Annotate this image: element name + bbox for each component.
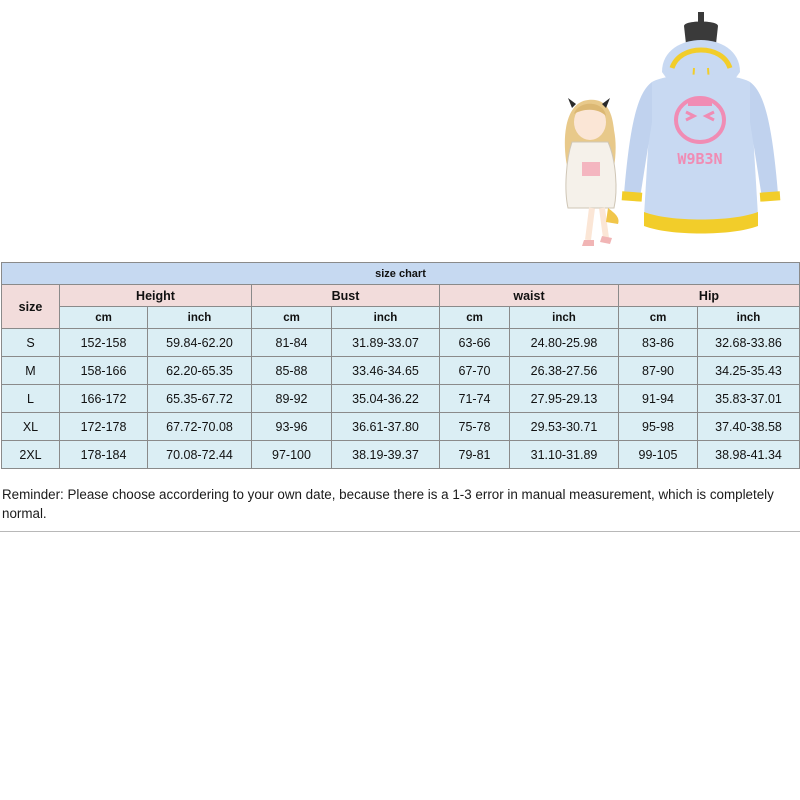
table-row (2, 413, 800, 441)
size-label-cell: L (2, 385, 60, 413)
measurement-cell: 99-105 (619, 441, 698, 469)
group-header-bust: Bust (252, 285, 440, 307)
measurement-cell: 34.25-35.43 (698, 357, 800, 385)
size-rows (2, 329, 800, 469)
unit-header: cm (252, 307, 332, 329)
measurement-cell: 71-74 (440, 385, 510, 413)
measurement-cell: 91-94 (619, 385, 698, 413)
measurement-cell: 65.35-67.72 (148, 385, 252, 413)
measurement-cell: 97-100 (252, 441, 332, 469)
measurement-cell: 36.61-37.80 (332, 413, 440, 441)
measurement-cell: 33.46-34.65 (332, 357, 440, 385)
size-label-cell: M (2, 357, 60, 385)
measurement-cell: 38.98-41.34 (698, 441, 800, 469)
group-header-hip: Hip (619, 285, 800, 307)
measurement-cell: 178-184 (60, 441, 148, 469)
table-row (2, 441, 800, 469)
unit-header: inch (148, 307, 252, 329)
hoodie-product-image (612, 12, 790, 250)
unit-header: cm (440, 307, 510, 329)
group-header-waist: waist (440, 285, 619, 307)
table-row (2, 329, 800, 357)
unit-header: cm (60, 307, 148, 329)
unit-header: inch (510, 307, 619, 329)
measurement-cell: 152-158 (60, 329, 148, 357)
measurement-cell: 24.80-25.98 (510, 329, 619, 357)
measurement-cell: 70.08-72.44 (148, 441, 252, 469)
measurement-cell: 35.04-36.22 (332, 385, 440, 413)
measurement-cell: 93-96 (252, 413, 332, 441)
measurement-cell: 37.40-38.58 (698, 413, 800, 441)
unit-header: inch (698, 307, 800, 329)
size-chart-table (1, 262, 800, 469)
measurement-cell: 26.38-27.56 (510, 357, 619, 385)
measurement-cell: 38.19-39.37 (332, 441, 440, 469)
measurement-cell: 31.10-31.89 (510, 441, 619, 469)
measurement-cell: 83-86 (619, 329, 698, 357)
measurement-cell: 35.83-37.01 (698, 385, 800, 413)
size-column-header: size (2, 285, 60, 329)
size-label-cell: XL (2, 413, 60, 441)
measurement-cell: 29.53-30.71 (510, 413, 619, 441)
measurement-cell: 63-66 (440, 329, 510, 357)
measurement-cell: 67.72-70.08 (148, 413, 252, 441)
unit-header: inch (332, 307, 440, 329)
measurement-cell: 89-92 (252, 385, 332, 413)
measurement-cell: 75-78 (440, 413, 510, 441)
measurement-cell: 67-70 (440, 357, 510, 385)
measurement-cell: 31.89-33.07 (332, 329, 440, 357)
measurement-cell: 172-178 (60, 413, 148, 441)
measurement-cell: 166-172 (60, 385, 148, 413)
measurement-cell: 158-166 (60, 357, 148, 385)
measurement-cell: 27.95-29.13 (510, 385, 619, 413)
size-label-cell: 2XL (2, 441, 60, 469)
table-title: size chart (2, 263, 800, 285)
unit-header: cm (619, 307, 698, 329)
measurement-cell: 59.84-62.20 (148, 329, 252, 357)
measurement-cell: 85-88 (252, 357, 332, 385)
measurement-cell: 95-98 (619, 413, 698, 441)
measurement-cell: 81-84 (252, 329, 332, 357)
measurement-cell: 32.68-33.86 (698, 329, 800, 357)
table-row (2, 385, 800, 413)
table-row (2, 357, 800, 385)
reminder-note: Reminder: Please choose accordering to your own date, because there is a 1-3 error in manual measurement, which is completely normal. (2, 487, 774, 521)
measurement-cell: 79-81 (440, 441, 510, 469)
measurement-cell: 87-90 (619, 357, 698, 385)
divider (0, 531, 800, 532)
size-label-cell: S (2, 329, 60, 357)
hoodie-print-text: W9B3N (677, 150, 723, 168)
group-header-height: Height (60, 285, 252, 307)
measurement-cell: 62.20-65.35 (148, 357, 252, 385)
